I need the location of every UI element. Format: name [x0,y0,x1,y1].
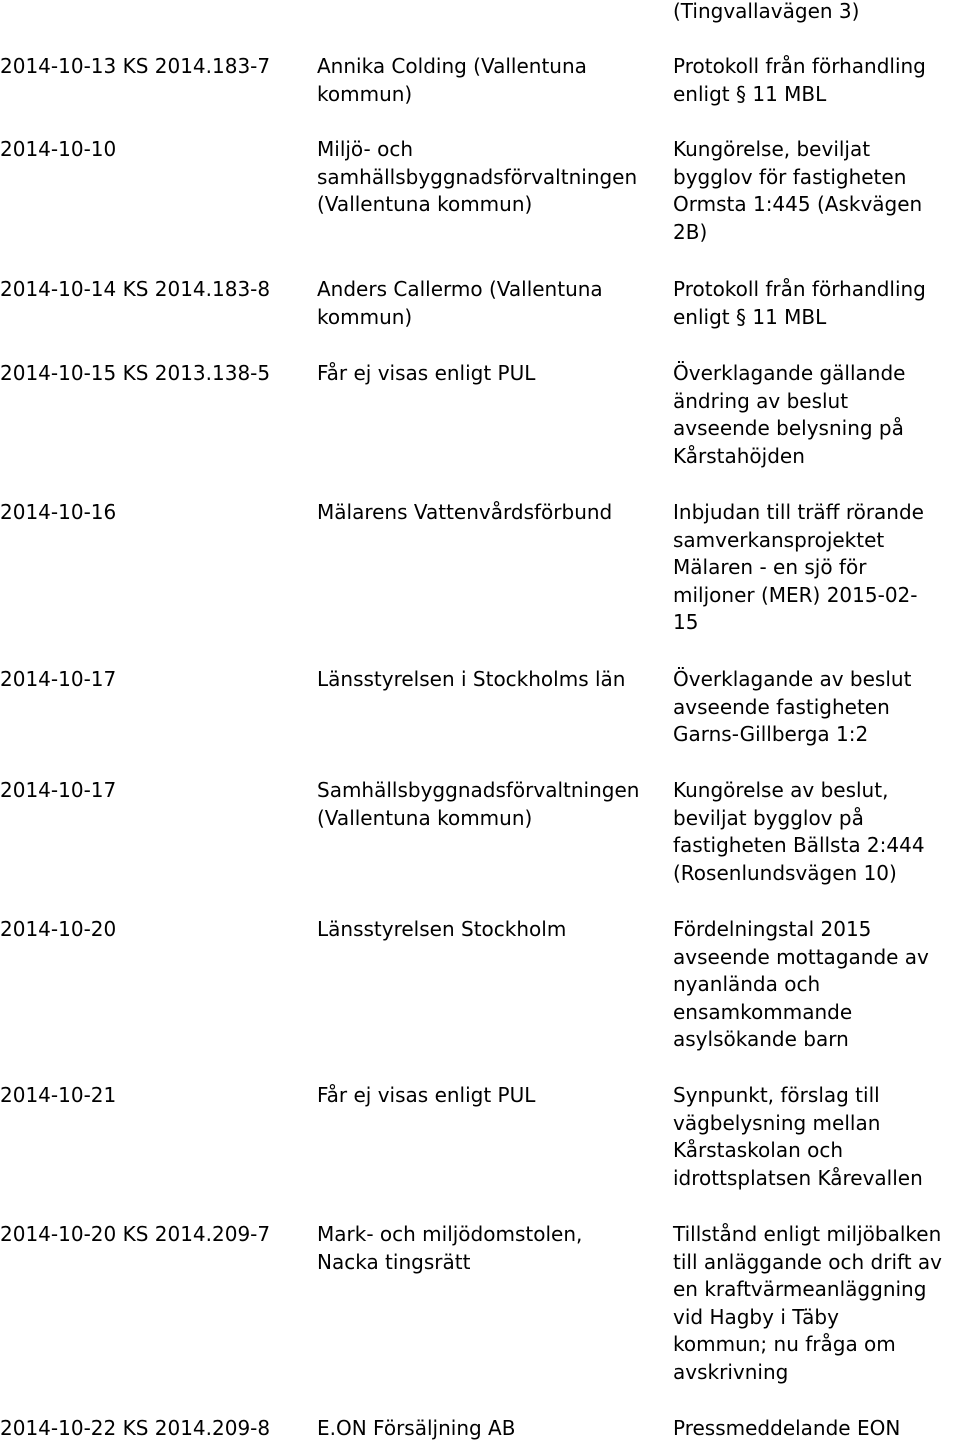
row-date: 2014-10-14 KS 2014.183-8 [0,277,271,301]
row-subject: Överklagande av beslut avseende fastigheten Garns-Gillberga 1:2 [673,667,912,746]
row-sender: Får ej visas enligt PUL [317,361,536,385]
row-sender: E.ON Försäljning AB [317,1416,516,1440]
row-sender: Miljö- och samhällsbyggnadsförvaltningen (Vallentuna kommun) [317,137,638,216]
row-subject: Tillstånd enligt miljöbalken till anläggande och drift av en kraftvärmeanläggning vid Hagby i Täby kommun; nu fråga om avskrivning [673,1222,943,1384]
row-subject: Kungörelse av beslut, beviljat bygglov på fastigheten Bällsta 2:444 (Rosenlundsvägen 10) [673,778,925,885]
top-fragment-text: (Tingvallavägen 3) [673,0,860,23]
row-sender: Annika Colding (Vallentuna kommun) [317,54,587,106]
row-subject: Kungörelse, beviljat bygglov för fastigheten Ormsta 1:445 (Askvägen 2B) [673,137,923,244]
row-subject: Protokoll från förhandling enligt § 11 MBL [673,277,926,329]
row-subject: Pressmeddelande EON [673,1416,901,1440]
row-date: 2014-10-10 [0,137,117,161]
row-sender: Mälarens Vattenvårdsförbund [317,500,613,524]
row-date: 2014-10-13 KS 2014.183-7 [0,54,271,78]
row-subject: Fördelningstal 2015 avseende mottagande av nyanlända och ensamkommande asylsökande barn [673,917,929,1051]
row-date: 2014-10-22 KS 2014.209-8 [0,1416,271,1440]
row-subject: Överklagande gällande ändring av beslut avseende belysning på Kårstahöjden [673,361,906,468]
row-sender: Samhällsbyggnadsförvaltningen (Vallentuna kommun) [317,778,640,830]
row-subject: Inbjudan till träff rörande samverkansprojektet Mälaren - en sjö för miljoner (MER) 2015-02- 15 [673,500,924,634]
row-subject: Synpunkt, förslag till vägbelysning mellan Kårstaskolan och idrottsplatsen Kårevallen [673,1083,923,1190]
row-date: 2014-10-17 [0,778,117,802]
row-subject: Protokoll från förhandling enligt § 11 MBL [673,54,926,106]
row-date: 2014-10-16 [0,500,117,524]
row-sender: Mark- och miljödomstolen, Nacka tingsrätt [317,1222,583,1274]
row-sender: Länsstyrelsen i Stockholms län [317,667,626,691]
row-date: 2014-10-21 [0,1083,117,1107]
row-date: 2014-10-15 KS 2013.138-5 [0,361,271,385]
row-date: 2014-10-17 [0,667,117,691]
row-date: 2014-10-20 [0,917,117,941]
row-sender: Anders Callermo (Vallentuna kommun) [317,277,603,329]
row-date: 2014-10-20 KS 2014.209-7 [0,1222,271,1246]
row-sender: Länsstyrelsen Stockholm [317,917,567,941]
row-sender: Får ej visas enligt PUL [317,1083,536,1107]
